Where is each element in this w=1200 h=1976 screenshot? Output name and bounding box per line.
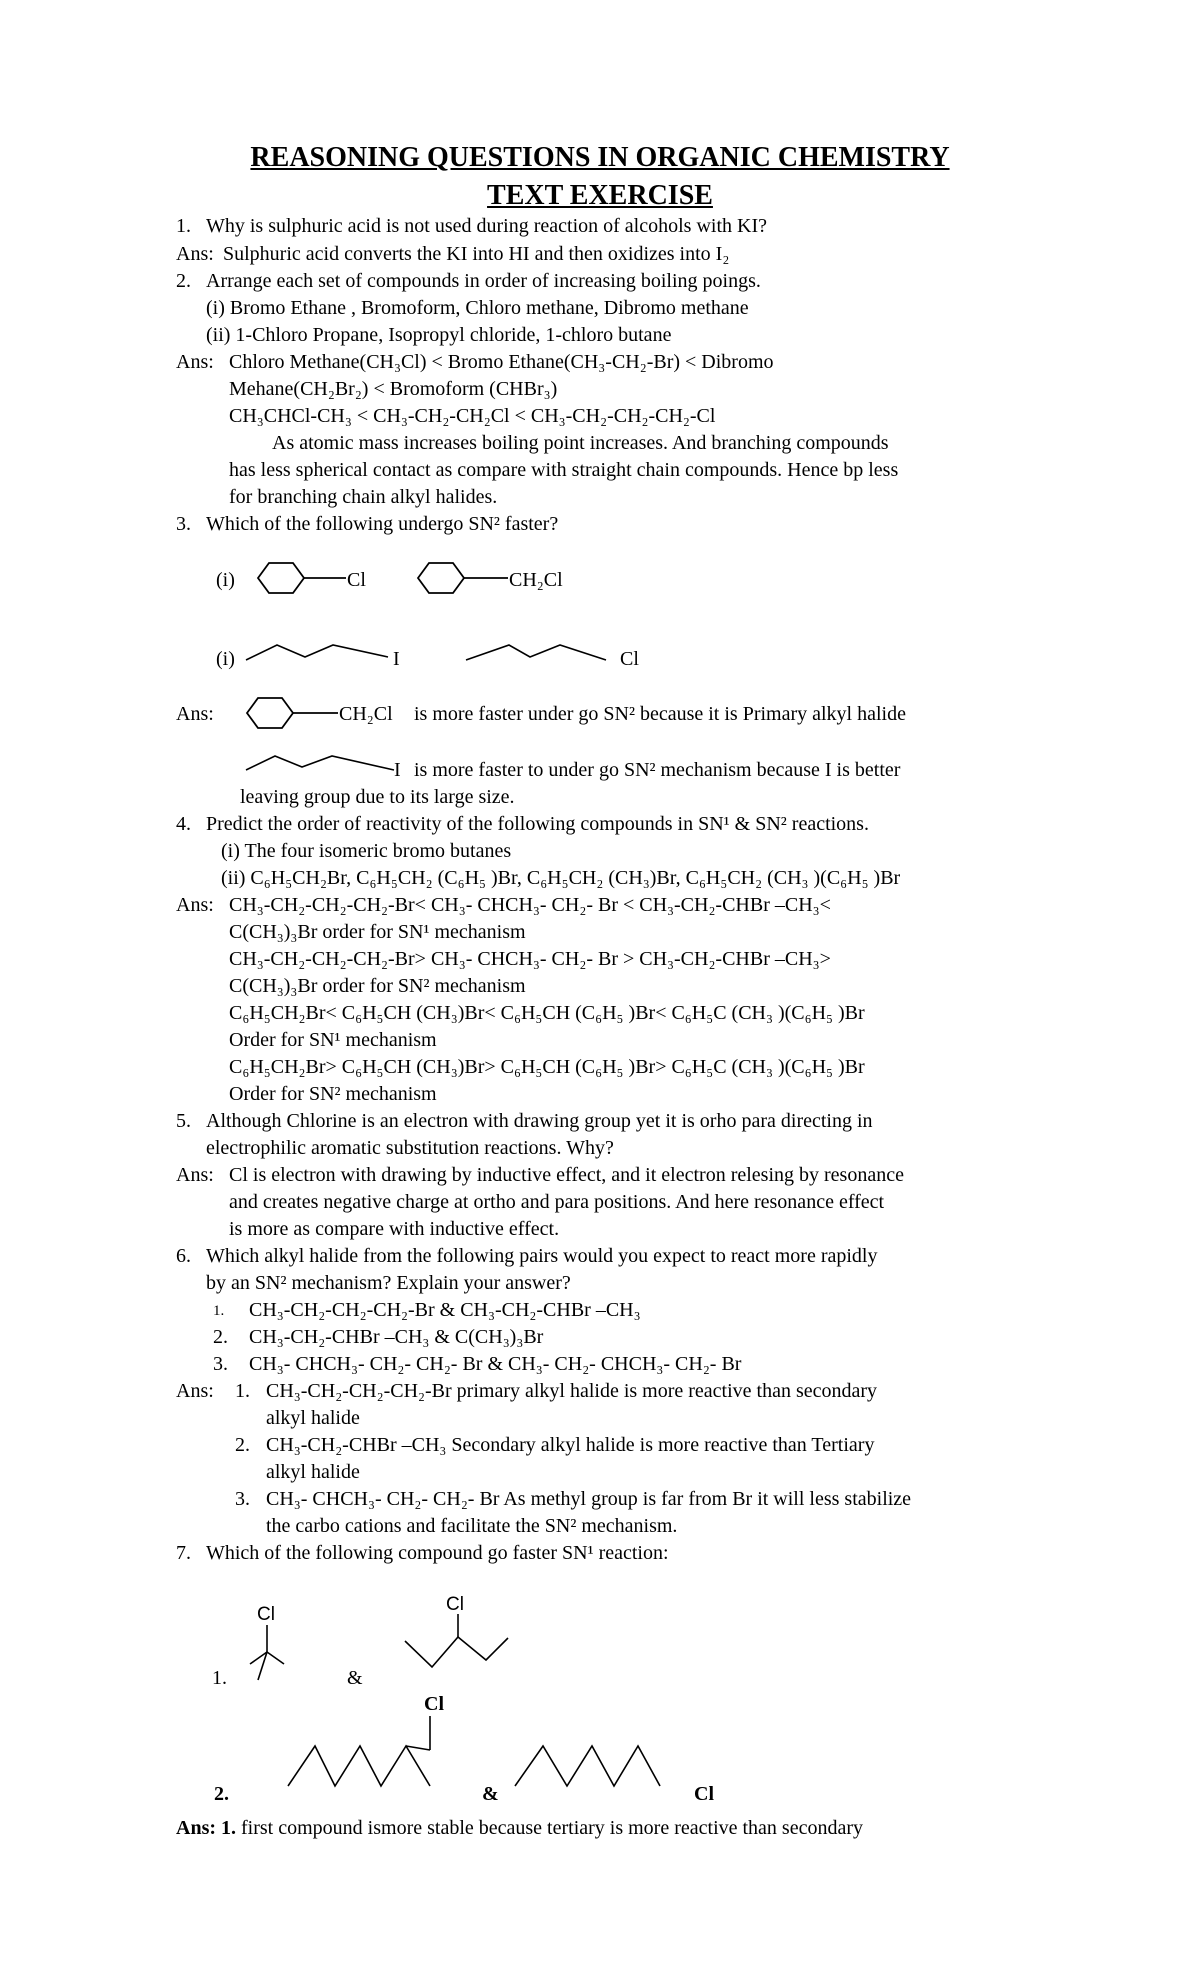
cyclohexane-ring-icon — [418, 563, 464, 593]
answer-5-line-1: Cl is electron with drawing by inductive effect, and it electron relesing by resonance — [229, 1164, 904, 1186]
alkyl-chain-zigzag-icon — [246, 645, 388, 660]
question-6-item-1-text: CH₃-CH₂-CH₂-CH₂-Br & CH₃-CH₂-CHBr –CH₃ — [249, 1299, 641, 1321]
question-2-set-ii: (ii) 1-Chloro Propane, Isopropyl chloride, 1-chloro butane — [206, 324, 672, 346]
q7-figure-2-chloride-top: Cl — [424, 1693, 444, 1715]
answer-2-label: Ans: — [176, 351, 214, 373]
question-5-number: 5. — [176, 1110, 191, 1132]
answer-3-iodide: I — [394, 759, 401, 781]
answer-4-line-8: Order for SN² mechanism — [229, 1083, 437, 1105]
page-title: REASONING QUESTIONS IN ORGANIC CHEMISTRY — [250, 142, 950, 173]
q7-figure-1-chloride-a: Cl — [257, 1604, 275, 1625]
question-1-text: Why is sulphuric acid is not used during reaction of alcohols with KI? — [206, 215, 767, 237]
bond-line — [267, 1652, 284, 1664]
answer-7-text: first compound ismore stable because tertiary is more reactive than secondary — [241, 1817, 864, 1839]
q7-figure-1-ampersand: & — [347, 1667, 363, 1689]
question-5-line-1: Although Chlorine is an electron with drawing group yet it is orho para directing in — [206, 1110, 873, 1132]
answer-2-line-1: Chloro Methane(CH₃Cl) < Bromo Ethane(CH₃-CH₂-Br) < Dibromo — [229, 351, 774, 373]
answer-1-text: Sulphuric acid converts the KI into HI and then oxidizes into I₂ — [223, 243, 730, 265]
q7-figure-2-chloride-end: Cl — [694, 1783, 714, 1805]
cyclohexane-ring-icon — [258, 563, 304, 593]
cyclohexane-ring-icon — [247, 698, 293, 728]
answer-6-item-3-line-2: the carbo cations and facilitate the SN² mechanism. — [266, 1515, 678, 1537]
answer-6-item-2-line-2: alkyl halide — [266, 1461, 360, 1483]
question-2-number: 2. — [176, 270, 191, 292]
answer-3-line-1: is more faster under go SN² because it is Primary alkyl halide — [414, 703, 906, 725]
q3-row1-chloride-a: Cl — [347, 569, 366, 591]
q3-row1-label: (i) — [216, 569, 235, 591]
question-2-text: Arrange each set of compounds in order of increasing boiling poings. — [206, 270, 761, 292]
question-4-set-ii: (ii) C₆H₅CH₂Br, C₆H₅CH₂ (C₆H₅ )Br, C₆H₅CH₂ (CH₃)Br, C₆H₅CH₂ (CH₃ )(C₆H₅ )Br — [221, 867, 901, 889]
q3-row1-chloride-b: CH₂Cl — [509, 569, 563, 591]
bond-line — [406, 1746, 430, 1750]
answer-3-line-2: is more faster to under go SN² mechanism because I is better — [414, 759, 901, 781]
q7-figure-1-chloride-b: Cl — [446, 1594, 464, 1615]
answer-7-line — [176, 1818, 863, 1838]
answer-2-line-6: for branching chain alkyl halides. — [229, 486, 498, 508]
question-3-number: 3. — [176, 513, 191, 535]
answer-6-item-2-line-1: CH₃-CH₂-CHBr –CH₃ Secondary alkyl halide is more reactive than Tertiary — [266, 1434, 875, 1456]
q3-row2-iodide: I — [393, 648, 400, 670]
answer-7-number: 1. — [221, 1817, 237, 1839]
answer-3-group: CH₂Cl — [339, 703, 393, 725]
answer-4-line-2: C(CH₃)₃Br order for SN¹ mechanism — [229, 921, 526, 943]
answer-2-line-5: has less spherical contact as compare with straight chain compounds. Hence bp less — [229, 459, 899, 481]
question-4-set-i: (i) The four isomeric bromo butanes — [221, 840, 512, 862]
q3-row2-label: (i) — [216, 648, 235, 670]
answer-6-label: Ans: — [176, 1380, 214, 1402]
answer-4-label: Ans: — [176, 894, 214, 916]
question-6-item-3-text: CH₃- CHCH₃- CH₂- CH₂- Br & CH₃- CH₂- CHCH₃- CH₂- Br — [249, 1353, 742, 1375]
question-7-number: 7. — [176, 1542, 191, 1564]
q3-row2-chloride: Cl — [620, 648, 639, 670]
answer-2-line-3: CH₃CHCl-CH₃ < CH₃-CH₂-CH₂Cl < CH₃-CH₂-CH₂-CH₂-Cl — [229, 405, 716, 427]
alkyl-chain-zigzag-icon — [288, 1746, 430, 1786]
answer-6-item-2-number: 2. — [235, 1434, 250, 1456]
q7-figure-2-ampersand: & — [482, 1783, 499, 1805]
question-1-number: 1. — [176, 215, 191, 237]
answer-6-item-3-number: 3. — [235, 1488, 250, 1510]
q7-figure-1-number: 1. — [212, 1667, 227, 1689]
question-4-text: Predict the order of reactivity of the following compounds in SN¹ & SN² reactions. — [206, 813, 869, 835]
answer-5-label: Ans: — [176, 1164, 214, 1186]
question-6-item-2-text: CH₃-CH₂-CHBr –CH₃ & C(CH₃)₃Br — [249, 1326, 544, 1348]
answer-2-line-2: Mehane(CH₂Br₂) < Bromoform (CHBr₃) — [229, 378, 558, 400]
answer-4-line-3: CH₃-CH₂-CH₂-CH₂-Br> CH₃- CHCH₃- CH₂- Br > CH₃-CH₂-CHBr –CH₃> — [229, 948, 831, 970]
question-6-item-1-number: 1. — [213, 1303, 225, 1319]
answer-4-line-7: C₆H₅CH₂Br> C₆H₅CH (CH₃)Br> C₆H₅CH (C₆H₅ )Br> C₆H₅C (CH₃ )(C₆H₅ )Br — [229, 1056, 865, 1078]
bond-line — [258, 1652, 267, 1680]
answer-4-line-1: CH₃-CH₂-CH₂-CH₂-Br< CH₃- CHCH₃- CH₂- Br < CH₃-CH₂-CHBr –CH₃< — [229, 894, 831, 916]
question-7-text: Which of the following compound go faster SN¹ reaction: — [206, 1542, 669, 1564]
page-subtitle: TEXT EXERCISE — [487, 180, 713, 211]
question-4-number: 4. — [176, 813, 191, 835]
q7-figure-2-number: 2. — [214, 1783, 229, 1805]
answer-4-line-4: C(CH₃)₃Br order for SN² mechanism — [229, 975, 526, 997]
answer-6-item-1-line-2: alkyl halide — [266, 1407, 360, 1429]
answer-3-label: Ans: — [176, 703, 214, 725]
answer-1-label: Ans: — [176, 243, 214, 265]
alkyl-chain-zigzag-icon — [515, 1746, 660, 1786]
question-2-set-i: (i) Bromo Ethane , Bromoform, Chloro methane, Dibromo methane — [206, 297, 749, 319]
answer-4-line-6: Order for SN¹ mechanism — [229, 1029, 437, 1051]
answer-6-item-1-line-1: CH₃-CH₂-CH₂-CH₂-Br primary alkyl halide is more reactive than secondary — [266, 1380, 878, 1402]
question-6-line-2: by an SN² mechanism? Explain your answer? — [206, 1272, 571, 1294]
answer-3-line-3: leaving group due to its large size. — [240, 786, 515, 808]
answer-5-line-3: is more as compare with inductive effect. — [229, 1218, 560, 1240]
answer-5-line-2: and creates negative charge at ortho and para positions. And here resonance effect — [229, 1191, 885, 1213]
answer-7-label: Ans: — [176, 1817, 217, 1839]
answer-2-line-4: As atomic mass increases boiling point increases. And branching compounds — [272, 432, 889, 454]
question-6-item-2-number: 2. — [213, 1326, 228, 1348]
question-3-text: Which of the following undergo SN² faster? — [206, 513, 559, 535]
answer-6-item-3-line-1: CH₃- CHCH₃- CH₂- CH₂- Br As methyl group is far from Br it will less stabilize — [266, 1488, 912, 1510]
question-6-line-1: Which alkyl halide from the following pairs would you expect to react more rapidly — [206, 1245, 878, 1267]
alkyl-chain-zigzag-icon — [466, 645, 606, 660]
answer-6-item-1-number: 1. — [235, 1380, 250, 1402]
alkyl-chain-zigzag-icon — [246, 756, 394, 770]
alkyl-chain-zigzag-icon — [405, 1637, 508, 1667]
question-5-line-2: electrophilic aromatic substitution reactions. Why? — [206, 1137, 614, 1159]
question-6-number: 6. — [176, 1245, 191, 1267]
question-6-item-3-number: 3. — [213, 1353, 228, 1375]
answer-4-line-5: C₆H₅CH₂Br< C₆H₅CH (CH₃)Br< C₆H₅CH (C₆H₅ )Br< C₆H₅C (CH₃ )(C₆H₅ )Br — [229, 1002, 865, 1024]
